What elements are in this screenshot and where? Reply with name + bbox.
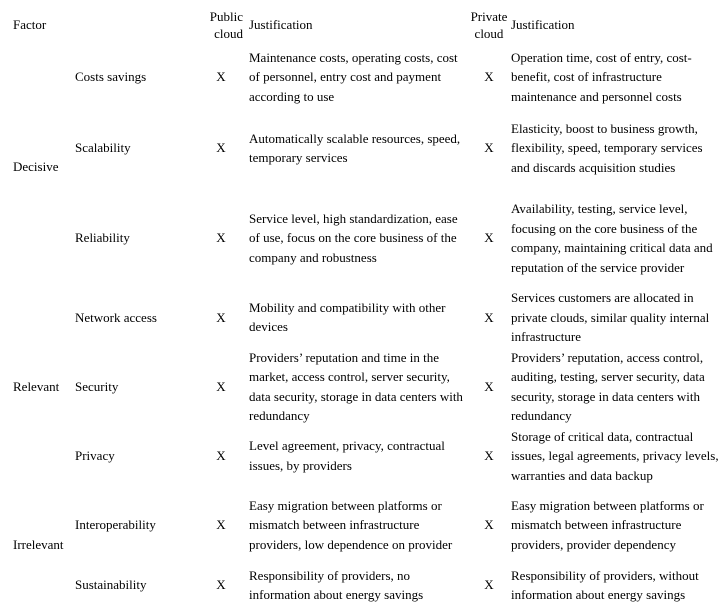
criterion-label: Interoperability — [75, 517, 156, 533]
public-cloud-mark: X — [216, 230, 226, 246]
criterion-label: Reliability — [75, 230, 130, 246]
private-justification: Storage of critical data, contractual issues, legal agreements, privacy levels, warranties and data backup — [511, 428, 719, 483]
public-justification: Mobility and compatibility with other devices — [249, 299, 446, 335]
private-cloud-mark: X — [484, 309, 494, 325]
public-justification: Responsibility of providers, no information about energy savings — [249, 567, 424, 602]
table-row — [3, 485, 719, 565]
header-public-cloud-line1: Public — [209, 9, 243, 24]
group-label-relevant: Relevant — [13, 378, 60, 394]
public-justification: Level agreement, privacy, contractual issues, by providers — [249, 438, 445, 473]
public-cloud-mark: X — [216, 448, 226, 463]
private-justification: Providers’ reputation, access control, auditing, testing, server security, data security, storage in data centers with redundancy — [511, 349, 705, 423]
private-cloud-mark: X — [484, 140, 494, 156]
criterion-label: Privacy — [75, 448, 115, 463]
private-justification: Easy migration between platforms or mismatch between infrastructure providers, provider dependency — [511, 497, 704, 552]
criterion-label: Costs savings — [75, 69, 147, 85]
public-justification: Automatically scalable resources, speed, temporary services — [249, 130, 461, 165]
private-cloud-mark: X — [484, 230, 494, 246]
header-private-cloud-line2: cloud — [474, 26, 504, 41]
table-row — [3, 108, 719, 188]
private-cloud-mark: X — [484, 378, 494, 394]
private-cloud-mark: X — [484, 69, 494, 85]
header-justification-public: Justification — [249, 17, 313, 33]
public-justification: Providers’ reputation and time in the market, access control, server security, data security, storage in data centers with redundancy — [249, 349, 463, 423]
table-row — [3, 46, 719, 108]
header-factor: Factor — [13, 17, 47, 33]
public-cloud-mark: X — [216, 69, 226, 85]
private-justification: Responsibility of providers, without information about energy savings — [511, 567, 699, 602]
criterion-label: Sustainability — [75, 577, 147, 593]
table-row — [3, 347, 719, 427]
table-row — [3, 427, 719, 486]
public-justification: Maintenance costs, operating costs, cost of personnel, entry cost and payment according to use — [249, 49, 458, 104]
group-label-irrelevant: Irrelevant — [13, 537, 64, 553]
public-justification: Service level, high standardization, ease of use, focus on the core business of the company and robustness — [249, 210, 458, 265]
public-cloud-mark: X — [216, 378, 226, 394]
criterion-label: Network access — [75, 309, 157, 325]
header-public-cloud-line2: cloud — [214, 26, 243, 41]
criterion-label: Security — [75, 378, 119, 394]
table-row — [3, 188, 719, 288]
public-cloud-mark: X — [216, 140, 226, 156]
private-cloud-mark: X — [484, 577, 494, 593]
public-cloud-mark: X — [216, 577, 226, 593]
private-cloud-mark: X — [484, 448, 494, 463]
header-criterion — [75, 4, 193, 46]
table-row — [3, 288, 719, 347]
private-cloud-mark: X — [484, 517, 494, 533]
header-private-cloud-line1: Private — [470, 9, 508, 24]
public-justification: Easy migration between platforms or mismatch between infrastructure providers, low dependence on provider — [249, 497, 453, 552]
private-justification: Elasticity, boost to business growth, flexibility, speed, temporary services and discards acquisition studies — [511, 120, 703, 175]
header-public-cloud — [193, 4, 249, 46]
group-label-decisive: Decisive — [13, 159, 59, 175]
public-cloud-mark: X — [216, 309, 226, 325]
public-cloud-mark: X — [216, 517, 226, 533]
header-justification-private: Justification — [511, 17, 575, 33]
header-private-cloud — [467, 4, 511, 46]
criterion-label: Scalability — [75, 140, 131, 156]
cloud-factor-table — [3, 4, 719, 605]
table-row — [3, 565, 719, 605]
header-row — [3, 4, 719, 46]
private-justification: Services customers are allocated in private clouds, similar quality internal infrastructure — [511, 290, 710, 344]
private-justification: Operation time, cost of entry, cost-benefit, cost of infrastructure maintenance and personnel costs — [511, 49, 692, 104]
private-justification: Availability, testing, service level, focusing on the core business of the company, maintaining critical data and reputation of the service provider — [511, 201, 713, 275]
